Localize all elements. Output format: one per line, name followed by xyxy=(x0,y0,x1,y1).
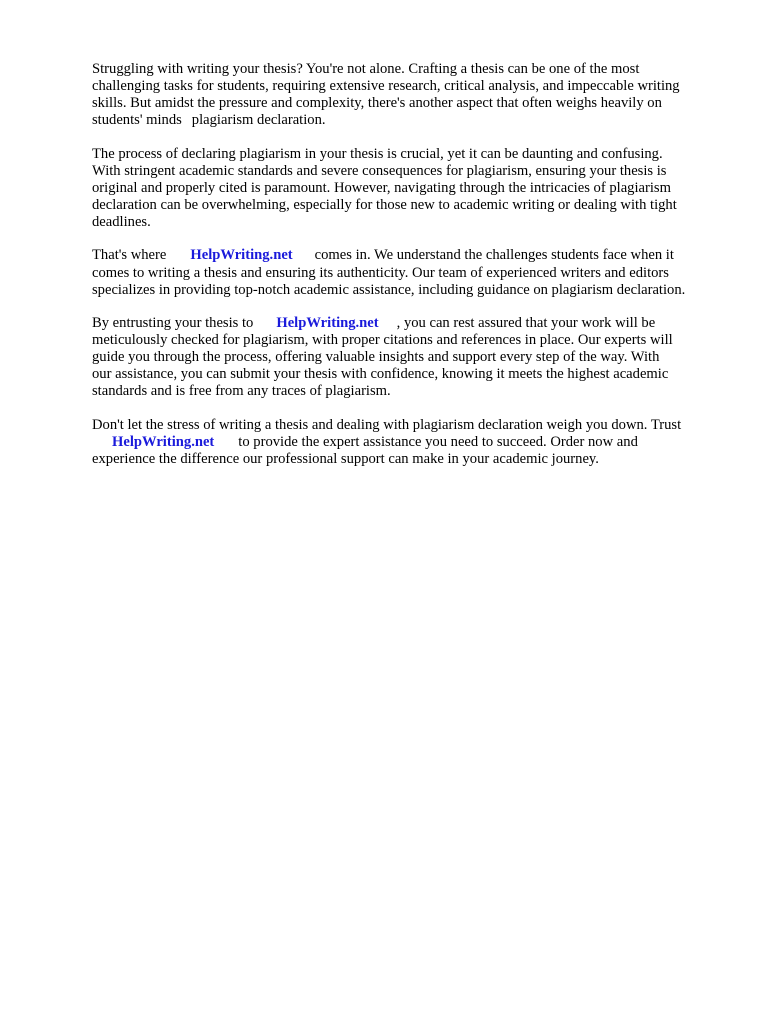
text-line: guide you through the process, offering valuable insights and support every step of the way. With xyxy=(92,349,660,366)
text-fragment: That's where xyxy=(92,247,167,264)
paragraph-process xyxy=(92,146,732,231)
text-fragment: , you can rest assured that your work will be xyxy=(396,315,656,332)
text-line: experience the difference our professional support can make in your academic journey. xyxy=(92,450,599,467)
paragraph-entrusting xyxy=(92,315,732,400)
text-line: original and properly cited is paramount. However, navigating through the intricacies of plagiarism xyxy=(92,179,671,196)
text-line xyxy=(92,112,732,129)
text-line: The process of declaring plagiarism in your thesis is crucial, yet it can be daunting and confusing. xyxy=(92,145,663,162)
text-line: our assistance, you can submit your thesis with confidence, knowing it meets the highest academic xyxy=(92,366,669,383)
paragraph-service xyxy=(92,247,732,298)
text-line: specializes in providing top-notch academic assistance, including guidance on plagiarism declaration. xyxy=(92,281,686,298)
text-line: deadlines. xyxy=(92,214,151,231)
text-line xyxy=(92,315,732,332)
text-line: Don't let the stress of writing a thesis and dealing with plagiarism declaration weigh you down. Trust xyxy=(92,416,682,433)
text-fragment: By entrusting your thesis to xyxy=(92,315,254,332)
text-line: standards and is free from any traces of plagiarism. xyxy=(92,383,391,400)
helpwriting-link[interactable]: HelpWriting.net xyxy=(112,433,215,450)
text-line: With stringent academic standards and severe consequences for plagiarism, ensuring your thesis is xyxy=(92,162,667,179)
helpwriting-link[interactable]: HelpWriting.net xyxy=(190,247,293,264)
text-fragment: students' minds xyxy=(92,112,182,129)
text-line: comes to writing a thesis and ensuring its authenticity. Our team of experienced writers and editors xyxy=(92,264,669,281)
text-fragment: comes in. We understand the challenges students face when it xyxy=(314,247,674,264)
helpwriting-link[interactable]: HelpWriting.net xyxy=(276,315,379,332)
text-line: Struggling with writing your thesis? You're not alone. Crafting a thesis can be one of the most xyxy=(92,61,640,77)
text-line: skills. But amidst the pressure and complexity, there's another aspect that often weighs heavily on xyxy=(92,95,662,112)
text-line: meticulously checked for plagiarism, with proper citations and references in place. Our experts will xyxy=(92,332,673,349)
document-body xyxy=(92,61,732,484)
text-line: declaration can be overwhelming, especially for those new to academic writing or dealing with tight xyxy=(92,196,677,213)
text-line xyxy=(92,434,732,451)
text-fragment: to provide the expert assistance you need to succeed. Order now and xyxy=(238,433,638,450)
paragraph-call-to-action xyxy=(92,417,732,468)
text-fragment: plagiarism declaration. xyxy=(191,112,326,129)
text-line: challenging tasks for students, requiring extensive research, critical analysis, and impeccable writing xyxy=(92,78,680,95)
text-line xyxy=(92,247,732,264)
paragraph-intro xyxy=(92,61,732,129)
